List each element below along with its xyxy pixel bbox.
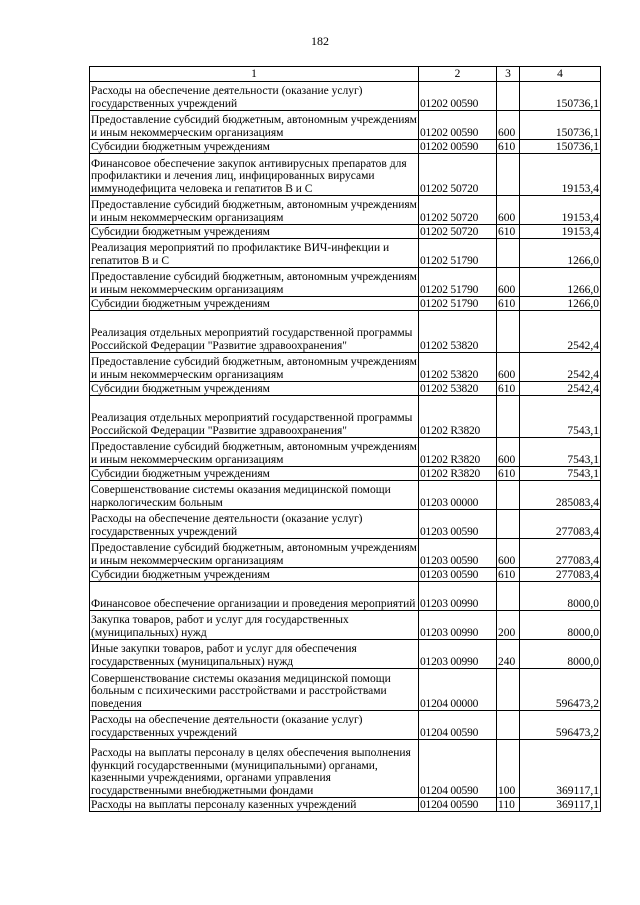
- row-expense-type: 610: [497, 225, 520, 239]
- row-description: Реализация отдельных мероприятий государственной программы Российской Федерации "Развитие здравоохранения": [90, 311, 419, 353]
- row-description: Предоставление субсидий бюджетным, автономным учреждениям и иным некоммерческим организациям: [90, 353, 419, 382]
- row-expense-type: 240: [497, 640, 520, 669]
- row-amount: 2542,4: [520, 311, 601, 353]
- row-description: Предоставление субсидий бюджетным, автономным учреждениям и иным некоммерческим организациям: [90, 539, 419, 568]
- row-expense-type: 600: [497, 438, 520, 467]
- row-expense-type: [497, 82, 520, 111]
- row-expense-type: [497, 154, 520, 196]
- row-amount: 2542,4: [520, 382, 601, 396]
- row-amount: 596473,2: [520, 669, 601, 711]
- row-amount: 277083,4: [520, 510, 601, 539]
- header-col-4: 4: [520, 67, 601, 82]
- row-code: 01203 00990: [419, 640, 497, 669]
- row-description: Иные закупки товаров, работ и услуг для обеспечения государственных (муниципальных) нужд: [90, 640, 419, 669]
- row-amount: 369117,1: [520, 740, 601, 798]
- row-expense-type: [497, 582, 520, 611]
- table-row: [90, 154, 601, 196]
- header-col-1: 1: [90, 67, 419, 82]
- row-code: 01202 00590: [419, 111, 497, 140]
- row-expense-type: [497, 481, 520, 510]
- row-code: 01203 00990: [419, 582, 497, 611]
- row-code: 01202 51790: [419, 268, 497, 297]
- row-description: Реализация отдельных мероприятий государственной программы Российской Федерации "Развитие здравоохранения": [90, 396, 419, 438]
- row-description: Субсидии бюджетным учреждениям: [90, 568, 419, 582]
- table-row: [90, 539, 601, 568]
- table-row: [90, 582, 601, 611]
- row-description: Субсидии бюджетным учреждениям: [90, 140, 419, 154]
- row-amount: 7543,1: [520, 438, 601, 467]
- row-code: 01204 00590: [419, 711, 497, 740]
- table-row: [90, 510, 601, 539]
- row-amount: 1266,0: [520, 239, 601, 268]
- row-expense-type: 600: [497, 539, 520, 568]
- row-amount: 277083,4: [520, 539, 601, 568]
- row-code: 01203 00590: [419, 510, 497, 539]
- row-code: 01202 53820: [419, 311, 497, 353]
- row-amount: 7543,1: [520, 396, 601, 438]
- row-code: 01203 00990: [419, 611, 497, 640]
- row-amount: 7543,1: [520, 467, 601, 481]
- table-row: [90, 239, 601, 268]
- row-amount: 1266,0: [520, 297, 601, 311]
- row-code: 01202 R3820: [419, 438, 497, 467]
- row-code: 01204 00590: [419, 798, 497, 812]
- row-code: 01202 53820: [419, 353, 497, 382]
- row-amount: 19153,4: [520, 196, 601, 225]
- row-expense-type: [497, 510, 520, 539]
- row-code: 01204 00590: [419, 740, 497, 798]
- table-row: [90, 353, 601, 382]
- row-expense-type: 610: [497, 140, 520, 154]
- table-row: [90, 111, 601, 140]
- row-expense-type: [497, 311, 520, 353]
- table-row: [90, 311, 601, 353]
- row-amount: 150736,1: [520, 111, 601, 140]
- row-code: 01202 00590: [419, 82, 497, 111]
- table-row: [90, 82, 601, 111]
- row-expense-type: 600: [497, 268, 520, 297]
- table-row: [90, 611, 601, 640]
- row-amount: 150736,1: [520, 140, 601, 154]
- row-amount: 19153,4: [520, 225, 601, 239]
- row-amount: 2542,4: [520, 353, 601, 382]
- row-amount: 150736,1: [520, 82, 601, 111]
- row-description: Предоставление субсидий бюджетным, автономным учреждениям и иным некоммерческим организациям: [90, 268, 419, 297]
- row-code: 01202 00590: [419, 140, 497, 154]
- row-expense-type: 200: [497, 611, 520, 640]
- row-description: Субсидии бюджетным учреждениям: [90, 467, 419, 481]
- table-row: [90, 382, 601, 396]
- table-row: [90, 467, 601, 481]
- table-row: [90, 196, 601, 225]
- row-expense-type: [497, 711, 520, 740]
- row-amount: 8000,0: [520, 582, 601, 611]
- header-row: [90, 67, 601, 82]
- row-expense-type: 110: [497, 798, 520, 812]
- table-row: [90, 396, 601, 438]
- table-row: [90, 798, 601, 812]
- row-description: Предоставление субсидий бюджетным, автономным учреждениям и иным некоммерческим организациям: [90, 196, 419, 225]
- row-description: Предоставление субсидий бюджетным, автономным учреждениям и иным некоммерческим организациям: [90, 111, 419, 140]
- row-expense-type: 600: [497, 196, 520, 225]
- row-amount: 596473,2: [520, 711, 601, 740]
- row-code: 01203 00590: [419, 539, 497, 568]
- row-expense-type: 610: [497, 568, 520, 582]
- row-code: 01203 00590: [419, 568, 497, 582]
- table-row: [90, 297, 601, 311]
- row-description: Субсидии бюджетным учреждениям: [90, 382, 419, 396]
- table-row: [90, 669, 601, 711]
- row-code: 01202 R3820: [419, 467, 497, 481]
- row-expense-type: 610: [497, 382, 520, 396]
- row-expense-type: 600: [497, 111, 520, 140]
- table-row: [90, 568, 601, 582]
- row-expense-type: 610: [497, 467, 520, 481]
- row-expense-type: 610: [497, 297, 520, 311]
- row-expense-type: 600: [497, 353, 520, 382]
- table-row: [90, 438, 601, 467]
- row-code: 01202 51790: [419, 239, 497, 268]
- budget-table: [89, 66, 601, 812]
- row-description: Финансовое обеспечение закупок антивирусных препаратов для профилактики и лечения лиц, инфицированных вирусами иммунодефицита человека и гепатитов В и С: [90, 154, 419, 196]
- row-code: 01202 50720: [419, 154, 497, 196]
- row-description: Финансовое обеспечение организации и проведения мероприятий: [90, 582, 419, 611]
- row-description: Закупка товаров, работ и услуг для государственных (муниципальных) нужд: [90, 611, 419, 640]
- row-code: 01202 R3820: [419, 396, 497, 438]
- row-code: 01204 00000: [419, 669, 497, 711]
- row-amount: 277083,4: [520, 568, 601, 582]
- row-amount: 19153,4: [520, 154, 601, 196]
- row-description: Расходы на обеспечение деятельности (оказание услуг) государственных учреждений: [90, 82, 419, 111]
- row-description: Расходы на обеспечение деятельности (оказание услуг) государственных учреждений: [90, 711, 419, 740]
- row-expense-type: 100: [497, 740, 520, 798]
- header-col-3: 3: [497, 67, 520, 82]
- row-description: Субсидии бюджетным учреждениям: [90, 297, 419, 311]
- row-expense-type: [497, 239, 520, 268]
- row-code: 01202 53820: [419, 382, 497, 396]
- row-amount: 1266,0: [520, 268, 601, 297]
- row-description: Реализация мероприятий по профилактике ВИЧ-инфекции и гепатитов В и С: [90, 239, 419, 268]
- row-description: Совершенствование системы оказания медицинской помощи больным с психическими расстройствами и расстройствами поведения: [90, 669, 419, 711]
- table-row: [90, 640, 601, 669]
- row-code: 01202 51790: [419, 297, 497, 311]
- table-row: [90, 711, 601, 740]
- header-col-2: 2: [419, 67, 497, 82]
- row-amount: 8000,0: [520, 611, 601, 640]
- page-number: 182: [311, 34, 329, 48]
- table-row: [90, 268, 601, 297]
- row-description: Субсидии бюджетным учреждениям: [90, 225, 419, 239]
- row-amount: 8000,0: [520, 640, 601, 669]
- table-row: [90, 140, 601, 154]
- row-code: 01202 50720: [419, 225, 497, 239]
- table-row: [90, 225, 601, 239]
- row-description: Совершенствование системы оказания медицинской помощи наркологическим больным: [90, 481, 419, 510]
- row-description: Расходы на выплаты персоналу казенных учреждений: [90, 798, 419, 812]
- table-body: [90, 82, 601, 812]
- row-description: Предоставление субсидий бюджетным, автономным учреждениям и иным некоммерческим организациям: [90, 438, 419, 467]
- row-expense-type: [497, 669, 520, 711]
- row-code: 01202 50720: [419, 196, 497, 225]
- row-description: Расходы на обеспечение деятельности (оказание услуг) государственных учреждений: [90, 510, 419, 539]
- row-expense-type: [497, 396, 520, 438]
- table-row: [90, 481, 601, 510]
- row-description: Расходы на выплаты персоналу в целях обеспечения выполнения функций государственными (муниципальными) органами, казенными учреждениями, органами управления государственными внебюджетными фондами: [90, 740, 419, 798]
- table-row: [90, 740, 601, 798]
- row-amount: 285083,4: [520, 481, 601, 510]
- row-amount: 369117,1: [520, 798, 601, 812]
- row-code: 01203 00000: [419, 481, 497, 510]
